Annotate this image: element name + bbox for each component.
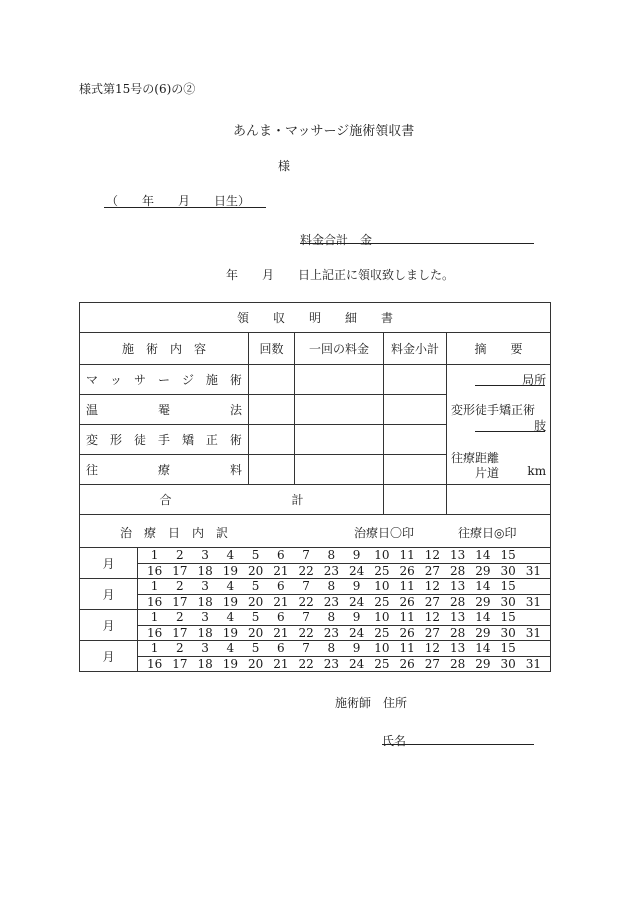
day-number[interactable]: 13: [449, 579, 466, 594]
days-row-second-half: [138, 563, 551, 579]
row-visit-fee: [80, 455, 249, 485]
breakdown-header: [80, 515, 551, 548]
header-subtotal: 料金小計: [384, 333, 447, 365]
day-number[interactable]: 23: [323, 656, 340, 671]
row-label-char: サ: [133, 373, 146, 387]
day-number[interactable]: 18: [197, 594, 213, 609]
row-deformity-correction: [80, 425, 249, 455]
day-number[interactable]: 4: [226, 641, 235, 656]
day-number[interactable]: 20: [247, 656, 264, 671]
day-number[interactable]: 5: [251, 641, 260, 656]
total-amount-underline: [300, 243, 534, 244]
day-number[interactable]: 25: [374, 656, 390, 671]
day-number[interactable]: 12: [424, 610, 441, 625]
header-unit-price: 一回の料金: [295, 333, 384, 365]
month-cell[interactable]: 月: [80, 610, 138, 641]
row-label-char: 変: [86, 433, 99, 447]
day-number[interactable]: 17: [172, 594, 188, 609]
birth-date-line: （ 年 月 日生）: [106, 194, 251, 208]
day-number[interactable]: 19: [222, 563, 239, 578]
day-number[interactable]: 4: [226, 548, 235, 563]
day-number[interactable]: 22: [298, 625, 314, 640]
day-number[interactable]: 28: [449, 656, 466, 671]
day-number[interactable]: 19: [222, 656, 239, 671]
day-number[interactable]: 11: [399, 548, 415, 563]
day-number[interactable]: 14: [475, 610, 491, 625]
day-number[interactable]: 3: [201, 641, 209, 656]
day-number[interactable]: 3: [201, 548, 209, 563]
month-cell[interactable]: 月: [80, 579, 138, 610]
day-number[interactable]: 18: [197, 656, 213, 671]
day-number[interactable]: 20: [247, 625, 264, 640]
day-number[interactable]: 6: [277, 548, 285, 563]
day-number[interactable]: 31: [525, 594, 542, 609]
row-label-char: ッ: [109, 373, 122, 387]
day-number[interactable]: 7: [302, 579, 310, 594]
header-count: 回数: [249, 333, 295, 365]
month-cell[interactable]: 月: [80, 548, 138, 579]
memo-office: 局所: [522, 373, 547, 387]
day-number[interactable]: 27: [424, 594, 441, 609]
day-number[interactable]: 7: [302, 548, 310, 563]
day-number[interactable]: 5: [251, 610, 260, 625]
count-cell[interactable]: [249, 365, 295, 395]
subtotal-cell[interactable]: [384, 425, 447, 455]
memo-one-way: 片道: [475, 466, 500, 480]
day-number[interactable]: 24: [348, 594, 365, 609]
day-number[interactable]: 21: [273, 625, 289, 640]
total-memo-cell: [447, 485, 551, 515]
day-number[interactable]: 2: [176, 548, 184, 563]
day-number[interactable]: 2: [176, 610, 184, 625]
row-label-char: 矯: [181, 433, 194, 447]
day-number[interactable]: 30: [500, 625, 516, 640]
day-number[interactable]: 14: [475, 641, 491, 656]
unit-price-cell[interactable]: [295, 365, 384, 395]
row-label-char: 術: [229, 373, 242, 387]
day-number[interactable]: 6: [277, 641, 285, 656]
day-number[interactable]: 16: [146, 594, 163, 609]
total-row-label: 合 計: [80, 485, 384, 515]
row-hot-compress: [80, 395, 249, 425]
day-number[interactable]: 7: [302, 641, 310, 656]
day-number[interactable]: 29: [475, 563, 491, 578]
day-number[interactable]: 12: [424, 579, 441, 594]
day-number[interactable]: 31: [525, 625, 542, 640]
day-number[interactable]: 8: [327, 579, 336, 594]
day-number[interactable]: 4: [226, 610, 235, 625]
day-number[interactable]: 29: [475, 625, 491, 640]
day-number[interactable]: 25: [374, 625, 390, 640]
memo-office-underline: [475, 385, 545, 386]
day-number[interactable]: 23: [323, 594, 340, 609]
row-label-char: 正: [205, 433, 218, 447]
day-number[interactable]: 10: [374, 548, 390, 563]
day-number[interactable]: 22: [298, 563, 314, 578]
month-cell[interactable]: 月: [80, 641, 138, 672]
day-number[interactable]: 28: [449, 594, 466, 609]
day-number[interactable]: 2: [176, 579, 184, 594]
day-number[interactable]: 16: [146, 563, 163, 578]
count-cell[interactable]: [249, 455, 295, 485]
received-statement: 年 月 日上記正に領収致しました。: [226, 268, 455, 282]
day-number[interactable]: 6: [277, 579, 285, 594]
day-number[interactable]: 9: [352, 610, 361, 625]
subtotal-cell[interactable]: [384, 365, 447, 395]
day-number[interactable]: 17: [172, 625, 188, 640]
day-number[interactable]: 28: [449, 563, 466, 578]
day-number[interactable]: 25: [374, 594, 390, 609]
document-title: あんま・マッサージ施術領収書: [233, 124, 415, 139]
day-number[interactable]: 15: [500, 548, 516, 563]
total-subtotal-cell[interactable]: [384, 485, 447, 515]
day-number[interactable]: 21: [273, 656, 289, 671]
visit-day-mark: 往療日◎印: [458, 526, 517, 540]
memo-limb: 肢: [534, 419, 547, 433]
day-number[interactable]: 28: [449, 625, 466, 640]
day-number[interactable]: 22: [298, 594, 314, 609]
name-underline: [382, 744, 534, 745]
day-number[interactable]: 26: [399, 594, 415, 609]
day-number[interactable]: 16: [146, 625, 163, 640]
days-row-first-half: [138, 579, 551, 595]
row-label-char: 法: [229, 403, 242, 417]
day-number[interactable]: 15: [500, 641, 516, 656]
row-massage: [80, 365, 249, 395]
row-label-char: 療: [157, 463, 170, 477]
day-number[interactable]: 27: [424, 625, 441, 640]
day-number[interactable]: 30: [500, 656, 516, 671]
practitioner-address-label: 施術師 住所: [335, 696, 408, 710]
day-number[interactable]: 19: [222, 594, 239, 609]
day-number[interactable]: 30: [500, 594, 516, 609]
row-label-char: ー: [157, 373, 170, 387]
day-number[interactable]: 13: [449, 610, 466, 625]
row-label-char: 往: [86, 463, 99, 477]
row-label-char: 温: [86, 403, 99, 417]
day-number[interactable]: 4: [226, 579, 235, 594]
day-number[interactable]: 16: [146, 656, 163, 671]
row-label-char: 罨: [157, 403, 170, 417]
row-label-char: 形: [109, 433, 122, 447]
header-treatment-content: 施 術 内 容: [80, 333, 249, 365]
subtotal-cell[interactable]: [384, 395, 447, 425]
day-number[interactable]: 26: [399, 625, 415, 640]
day-number[interactable]: 21: [273, 563, 289, 578]
day-number[interactable]: 9: [352, 641, 361, 656]
row-label-char: 料: [229, 463, 242, 477]
row-label-char: 手: [157, 433, 170, 447]
day-number[interactable]: 9: [352, 548, 361, 563]
day-number[interactable]: 17: [172, 656, 188, 671]
row-label-char: ジ: [181, 373, 194, 387]
day-number[interactable]: 29: [475, 594, 491, 609]
practitioner-name-label: 氏名: [382, 734, 407, 748]
day-number[interactable]: 23: [323, 625, 340, 640]
memo-cell: [447, 365, 551, 485]
day-number[interactable]: 6: [277, 610, 285, 625]
receipt-detail-table: [79, 302, 551, 672]
day-number[interactable]: 22: [298, 656, 314, 671]
recipient-sama: 様: [278, 159, 291, 173]
day-number[interactable]: 9: [352, 579, 361, 594]
day-number[interactable]: 10: [374, 641, 390, 656]
subtotal-cell[interactable]: [384, 455, 447, 485]
day-number[interactable]: 30: [500, 563, 516, 578]
day-number[interactable]: 26: [399, 563, 415, 578]
count-cell[interactable]: [249, 425, 295, 455]
day-number[interactable]: [521, 610, 546, 624]
day-number[interactable]: 12: [424, 548, 441, 563]
day-number[interactable]: 13: [449, 548, 466, 563]
row-label-char: 施: [205, 373, 218, 387]
day-number[interactable]: [521, 548, 546, 562]
day-number[interactable]: 2: [176, 641, 184, 656]
day-number[interactable]: 24: [348, 625, 365, 640]
day-number[interactable]: [521, 579, 546, 593]
day-number[interactable]: 14: [475, 548, 491, 563]
day-number[interactable]: 17: [172, 563, 188, 578]
days-row-first-half: [138, 610, 551, 626]
day-number[interactable]: 12: [424, 641, 441, 656]
total-amount-label: 料金合計 金: [300, 233, 373, 247]
day-number[interactable]: 11: [399, 641, 415, 656]
breakdown-label: 治 療 日 内 訳: [120, 526, 229, 540]
day-number[interactable]: 27: [424, 563, 441, 578]
days-row-second-half: [138, 656, 551, 672]
day-number[interactable]: 18: [197, 625, 213, 640]
row-label-char: 徒: [133, 433, 146, 447]
row-label-char: 術: [229, 433, 242, 447]
day-number[interactable]: 5: [251, 579, 260, 594]
day-number[interactable]: 21: [273, 594, 289, 609]
memo-deform-label: 変形徒手矯正術: [451, 403, 536, 417]
day-number[interactable]: 19: [222, 625, 239, 640]
day-number[interactable]: 8: [327, 641, 336, 656]
day-number[interactable]: 26: [399, 656, 415, 671]
day-number[interactable]: 1: [150, 579, 159, 594]
memo-limb-underline: [475, 431, 545, 432]
memo-km: km: [527, 464, 547, 478]
day-number[interactable]: 15: [500, 610, 516, 625]
memo-distance-label: 往療距離: [451, 451, 500, 465]
day-number[interactable]: 24: [348, 563, 365, 578]
row-label-char: マ: [86, 373, 99, 387]
day-number[interactable]: 20: [247, 594, 264, 609]
day-number[interactable]: 3: [201, 610, 209, 625]
day-number[interactable]: 11: [399, 579, 415, 594]
form-number: 様式第15号の(6)の②: [79, 82, 196, 96]
day-number[interactable]: 1: [150, 548, 159, 563]
day-number[interactable]: 31: [525, 563, 542, 578]
day-number[interactable]: 10: [374, 579, 390, 594]
day-number[interactable]: 7: [302, 610, 310, 625]
unit-price-cell[interactable]: [295, 425, 384, 455]
day-number[interactable]: 1: [150, 610, 159, 625]
header-memo: 摘 要: [447, 333, 551, 365]
day-number[interactable]: 25: [374, 563, 390, 578]
days-row-first-half: [138, 641, 551, 657]
detail-table-title: 領 収 明 細 書: [80, 303, 551, 333]
day-number[interactable]: 10: [374, 610, 390, 625]
day-number[interactable]: 11: [399, 610, 415, 625]
day-number[interactable]: 8: [327, 548, 336, 563]
day-number[interactable]: 3: [201, 579, 209, 594]
day-number[interactable]: 24: [348, 656, 365, 671]
day-number[interactable]: 31: [525, 656, 542, 671]
day-number[interactable]: [521, 641, 546, 655]
treatment-day-mark: 治療日〇印: [354, 526, 415, 540]
count-cell[interactable]: [249, 395, 295, 425]
day-number[interactable]: 15: [500, 579, 516, 594]
day-number[interactable]: 5: [251, 548, 260, 563]
day-number[interactable]: 29: [475, 656, 491, 671]
birth-underline: [104, 207, 266, 208]
day-number[interactable]: 14: [475, 579, 491, 594]
days-row-first-half: [138, 548, 551, 564]
days-row-second-half: [138, 594, 551, 610]
day-number[interactable]: 20: [247, 563, 264, 578]
day-number[interactable]: 13: [449, 641, 466, 656]
day-number[interactable]: 27: [424, 656, 441, 671]
unit-price-cell[interactable]: [295, 395, 384, 425]
day-number[interactable]: 18: [197, 563, 213, 578]
day-number[interactable]: 1: [150, 641, 159, 656]
day-number[interactable]: 23: [323, 563, 340, 578]
unit-price-cell[interactable]: [295, 455, 384, 485]
days-row-second-half: [138, 625, 551, 641]
day-number[interactable]: 8: [327, 610, 336, 625]
